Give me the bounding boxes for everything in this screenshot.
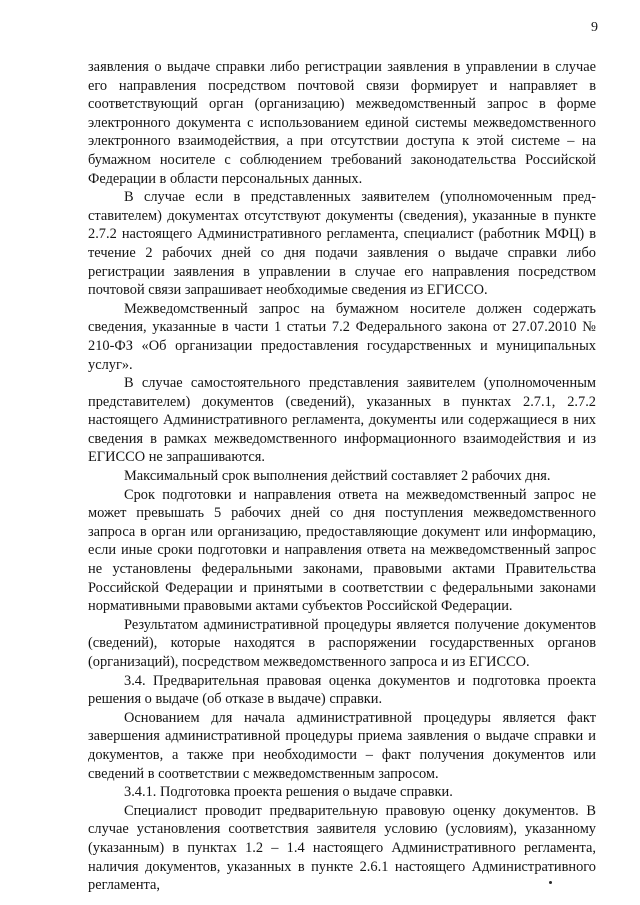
paragraph: В случае самостоятельного представления заявителем (уполномоченным представителем) документов (сведений), указанных в пунктах 2.7.1, 2.7.2 настоящего Административного регламента, документы или содержащиеся в них сведения в рамках межведомственного информационного взаимодействия и из ЕГИССО не запрашиваются. xyxy=(88,375,596,466)
document-body xyxy=(88,58,596,895)
paragraph: Межведомственный запрос на бумажном носителе должен содержать сведения, указанные в части 1 статьи 7.2 Федерального закона от 27.07.2010 № 210-ФЗ «Об организации предоставления государственных и муниципальных услуг». xyxy=(88,300,596,373)
paragraph: Специалист проводит предварительную правовую оценку документов. В случае установления соответствия заявителя условию (условиям), указанному (указанным) в пунктах 1.2 – 1.4 настоящего Административного регламента, наличия документов, указанных в пункте 2.6.1 настоящего Административного регламента, xyxy=(88,802,596,894)
subsection-heading: 3.4.1. Подготовка проекта решения о выдаче справки. xyxy=(124,784,453,801)
paragraph: Максимальный срок выполнения действий составляет 2 рабочих дня. xyxy=(124,468,551,485)
paragraph: Основанием для начала административной процедуры является факт завершения административной процедуры приема заявления о выдаче справки и документов, а также при необходимости – факт получения документов или сведений в соответствии с межведомственным запросом. xyxy=(88,709,596,782)
paragraph: Срок подготовки и направления ответа на межведомственный запрос не может превышать 5 рабочих дней со дня поступления межведомственного запроса в орган или организацию, предоставляющие документ или информацию, если иные сроки подготовки и направления ответа на межведомственный запрос не установлены федеральными законами, правовыми актами Правительства Российской Федерации и принятыми в соответствии с федеральными законами нормативными правовыми актами субъектов Российской Федерации. xyxy=(88,486,596,615)
scan-speck xyxy=(549,881,552,884)
section-heading: 3.4. Предварительная правовая оценка документов и подготовка проекта решения о выдаче (об отказе в выдаче) справки. xyxy=(88,672,596,708)
paragraph: заявления о выдаче справки либо регистрации заявления в управлении в случае его направления посредством почтовой связи формирует и направляет в соответствующий орган (организацию) межведомственный запрос в форме электронного документа с использованием единой системы межведомственного электронного взаимодействия, а при отсутствии доступа к этой системе – на бумажном носителе с соблюдением требований законодательства Российской Федерации в области персональных данных. xyxy=(88,59,596,187)
page-number: 9 xyxy=(591,20,598,35)
paragraph: Результатом административной процедуры является получение документов (сведений), которые находятся в распоряжении государственных органов (организаций), посредством межведомственного запроса и из ЕГИССО. xyxy=(88,616,596,670)
paragraph: В случае если в представленных заявителем (уполномоченным представителем) документах отсутствуют документы (сведения), указанные в пункте 2.7.2 настоящего Административного регламента, специалист (работник МФЦ) в течение 2 рабочих дней со дня подачи заявления о выдаче справки либо регистрации заявления в управлении в случае его направления посредством почтовой связи запрашивает необходимые сведения из ЕГИССО. xyxy=(88,189,596,299)
